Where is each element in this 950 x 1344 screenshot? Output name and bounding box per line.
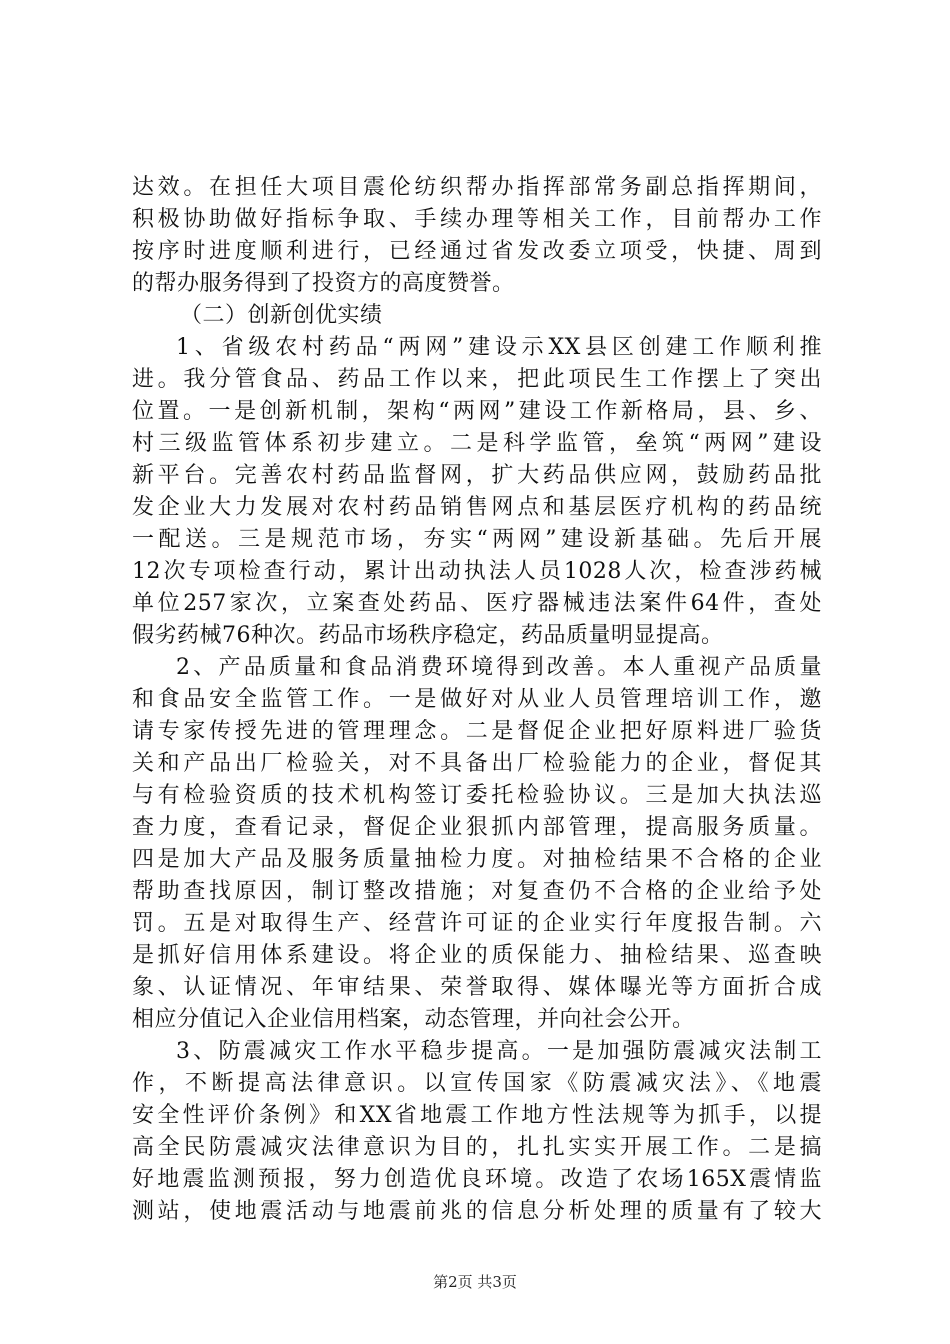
text-line: 达效。在担任大项目震伦纺织帮办指挥部常务副总指挥期间，: [132, 175, 822, 200]
text-line: 高全民防震减灾法律意识为目的，扎扎实实开展工作。二是搞: [132, 1135, 822, 1160]
text-line: 作，不断提高法律意识。以宣传国家《防震减灾法》、《地震: [132, 1071, 822, 1096]
text-line: 村三级监管体系初步建立。二是科学监管，垒筑“两网”建设: [132, 431, 822, 456]
page-footer: 第2页 共3页: [433, 1273, 517, 1291]
text-line: 积极协助做好指标争取、手续办理等相关工作，目前帮办工作: [132, 207, 822, 232]
text-line: 假劣药械76种次。药品市场秩序稳定，药品质量明显提高。: [132, 623, 724, 648]
text-line: 和食品安全监管工作。一是做好对从业人员管理培训工作，邀: [132, 687, 822, 712]
text-line: 一配送。三是规范市场，夯实“两网”建设新基础。先后开展: [132, 527, 822, 552]
text-line: 帮助查找原因，制订整改措施；对复查仍不合格的企业给予处: [132, 879, 822, 904]
text-line: 按序时进度顺利进行，已经通过省发改委立项受，快捷、周到: [132, 239, 822, 264]
text-line: 安全性评价条例》和XX省地震工作地方性法规等为抓手，以提: [132, 1103, 822, 1128]
text-line: 3、防震减灾工作水平稳步提高。一是加强防震减灾法制工: [176, 1039, 822, 1064]
text-line: 进。我分管食品、药品工作以来，把此项民生工作摆上了突出: [132, 367, 822, 392]
text-line: 关和产品出厂检验关，对不具备出厂检验能力的企业，督促其: [132, 751, 822, 776]
document-body: [132, 172, 822, 1228]
text-line: 单位257家次，立案查处药品、医疗器械违法案件64件，查处: [132, 591, 822, 616]
text-line: 位置。一是创新机制，架构“两网”建设工作新格局，县、乡、: [132, 399, 822, 424]
text-line: 1、省级农村药品“两网”建设示XX县区创建工作顺利推: [176, 335, 822, 360]
text-line: 新平台。完善农村药品监督网，扩大药品供应网，鼓励药品批: [132, 463, 822, 488]
text-line: 请专家传授先进的管理理念。二是督促企业把好原料进厂验货: [132, 719, 822, 744]
text-line: （二）创新创优实绩: [180, 303, 383, 328]
text-line: 查力度，查看记录，督促企业狠抓内部管理，提高服务质量。: [132, 815, 822, 840]
text-line: 12次专项检查行动，累计出动执法人员1028人次，检查涉药械: [132, 559, 822, 584]
text-line: 四是加大产品及服务质量抽检力度。对抽检结果不合格的企业: [132, 847, 822, 872]
text-line: 象、认证情况、年审结果、荣誉取得、媒体曝光等方面折合成: [132, 975, 822, 1000]
text-line: 与有检验资质的技术机构签订委托检验协议。三是加大执法巡: [132, 783, 822, 808]
text-line: 罚。五是对取得生产、经营许可证的企业实行年度报告制。六: [132, 911, 822, 936]
text-line: 发企业大力发展对农村药品销售网点和基层医疗机构的药品统: [132, 495, 822, 520]
text-line: 好地震监测预报，努力创造优良环境。改造了农场165X震情监: [132, 1167, 822, 1192]
text-line: 是抓好信用体系建设。将企业的质保能力、抽检结果、巡查映: [132, 943, 822, 968]
text-line: 的帮办服务得到了投资方的高度赞誉。: [132, 271, 515, 296]
text-line: 2、产品质量和食品消费环境得到改善。本人重视产品质量: [176, 655, 822, 680]
text-line: 测站，使地震活动与地震前兆的信息分析处理的质量有了较大: [132, 1199, 822, 1224]
text-line: 相应分值记入企业信用档案，动态管理，并向社会公开。: [132, 1007, 695, 1032]
